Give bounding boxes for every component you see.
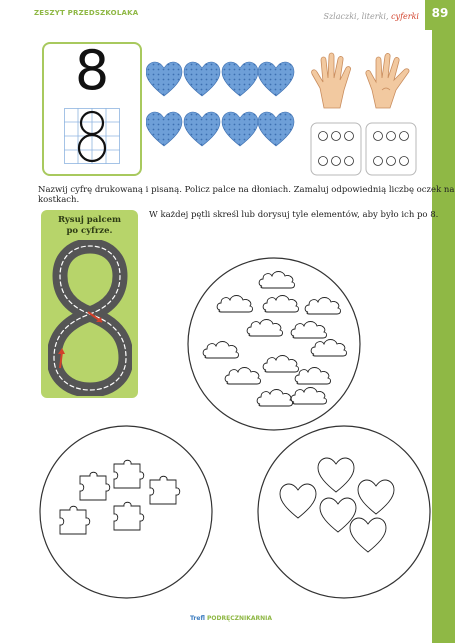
puzzle-piece-icon bbox=[114, 502, 144, 530]
puzzle-piece-icon bbox=[80, 472, 110, 500]
breadcrumb-current: cyferki bbox=[391, 12, 419, 21]
puzzle-piece-icon bbox=[114, 460, 144, 488]
heart-icon bbox=[222, 112, 258, 146]
clouds-loop[interactable] bbox=[186, 256, 362, 432]
breadcrumb bbox=[323, 12, 419, 21]
heart-icon bbox=[184, 62, 220, 96]
finger-trace-title: Rysuj palcem po cyfrze. bbox=[57, 215, 122, 236]
hearts-group bbox=[146, 60, 296, 160]
track-eight[interactable] bbox=[48, 240, 132, 396]
right-hand-icon bbox=[366, 53, 409, 108]
side-bar bbox=[432, 30, 455, 643]
instruction-loops: W każdej pętli skreśl lub dorysuj tyle elementów, aby było ich po 8. bbox=[149, 210, 439, 220]
handwritten-digit-grid bbox=[64, 108, 120, 164]
heart-icon bbox=[258, 112, 294, 146]
hearts-loop[interactable] bbox=[256, 424, 432, 600]
imprint-name: PODRĘCZNIKARNIA bbox=[207, 615, 273, 622]
heart-icon bbox=[184, 112, 220, 146]
heart-icon bbox=[146, 62, 182, 96]
puzzle-piece-icon bbox=[150, 476, 180, 504]
breadcrumb-part: Szlaczki, literki, bbox=[323, 12, 392, 21]
series-title: ZESZYT PRZEDSZKOLAKA bbox=[34, 9, 139, 17]
hands-illustration bbox=[310, 50, 416, 110]
instruction-top: Nazwij cyfrę drukowaną i pisaną. Policz palce na dłoniach. Zamaluj odpowiednią liczbę oczek na kostkach. bbox=[38, 185, 455, 205]
puzzles-loop[interactable] bbox=[38, 424, 214, 600]
heart-icon bbox=[258, 62, 294, 96]
printed-digit: 8 bbox=[74, 39, 110, 102]
publisher-footer bbox=[190, 615, 272, 622]
die-icon bbox=[311, 123, 361, 175]
heart-icon bbox=[146, 112, 182, 146]
left-hand-icon bbox=[312, 53, 351, 108]
brand-logo: Trefl bbox=[190, 615, 205, 622]
dice-group bbox=[310, 122, 418, 176]
puzzle-piece-icon bbox=[60, 506, 90, 534]
page-number: 89 bbox=[431, 6, 449, 20]
heart-icon bbox=[222, 62, 258, 96]
die-icon bbox=[366, 123, 416, 175]
